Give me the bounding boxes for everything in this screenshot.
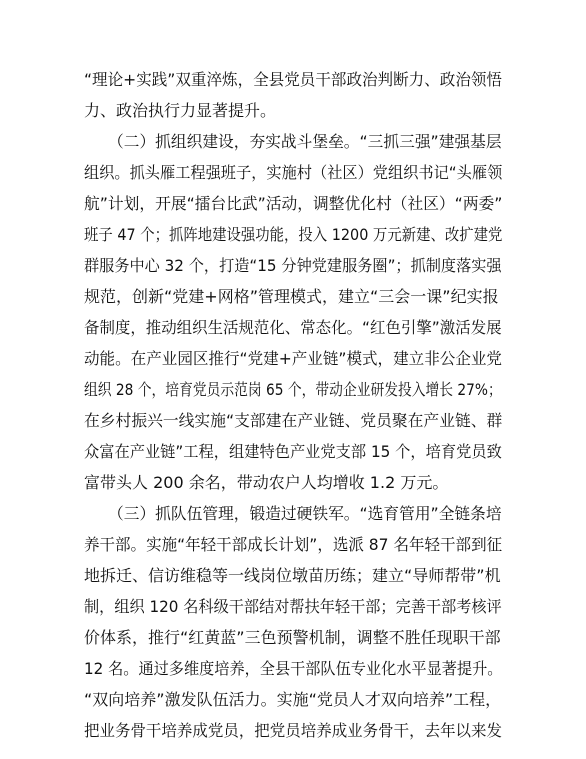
text-line-12: 在乡村振兴一线实施“支部建在产业链、党员聚在产业链、群: [84, 411, 503, 430]
text-line-22: 把业务骨干培养成党员，把党员培养成业务骨干，去年以来发: [84, 721, 503, 740]
text-line-15: （三）抓队伍管理，锻造过硬铁军。“选育管用”全链条培: [108, 504, 502, 523]
text-line-6: 班子 47 个；抓阵地建设强功能，投入 1200 万元新建、改扩建党: [84, 225, 503, 244]
text-line-20: 12 名。通过多维度培养，全县干部队伍专业化水平显著提升。: [84, 659, 503, 678]
text-line-2: 力、政治执行力显著提升。: [84, 101, 277, 120]
text-line-17: 地拆迁、信访维稳等一线岗位墩苗历练；建立“导师帮带”机: [84, 566, 501, 585]
text-line-9: 备制度，推动组织生活规范化、常态化。“红色引擎”激活发展: [84, 318, 502, 337]
text-line-5: 航”计划，开展“擂台比武”活动，调整优化村（社区）“两委”: [84, 194, 503, 213]
text-line-21: “双向培养”激发队伍活力。实施“党员人才双向培养”工程，: [84, 690, 502, 709]
text-line-1: “理论+实践”双重淬炼，全县党员干部政治判断力、政治领悟: [84, 70, 502, 89]
text-line-7: 群服务中心 32 个，打造“15 分钟党建服务圈”；抓制度落实强: [84, 256, 502, 275]
text-line-13: 众富在产业链”工程，组建特色产业党支部 15 个，培育党员致: [84, 442, 502, 461]
text-line-18: 制，组织 120 名科级干部结对帮扶年轻干部；完善干部考核评: [84, 597, 502, 616]
text-line-16: 养干部。实施“年轻干部成长计划”，选派 87 名年轻干部到征: [84, 535, 503, 554]
text-line-19: 价体系，推行“红黄蓝”三色预警机制，调整不胜任现职干部: [84, 628, 501, 647]
text-line-11: 组织 28 个，培育党员示范岗 65 个，带动企业研发投入增长 27%；: [84, 380, 502, 399]
text-line-10: 动能。在产业园区推行“党建+产业链”模式，建立非公企业党: [84, 349, 502, 368]
text-line-14: 富带头人 200 余名，带动农户人均增收 1.2 万元。: [84, 473, 449, 492]
text-line-3: （二）抓组织建设，夯实战斗堡垒。“三抓三强”建强基层: [108, 132, 502, 151]
text-line-4: 组织。抓头雁工程强班子，实施村（社区）党组织书记“头雁领: [84, 163, 503, 182]
text-line-8: 规范，创新“党建+网格”管理模式，建立“三会一课”纪实报: [84, 287, 499, 306]
